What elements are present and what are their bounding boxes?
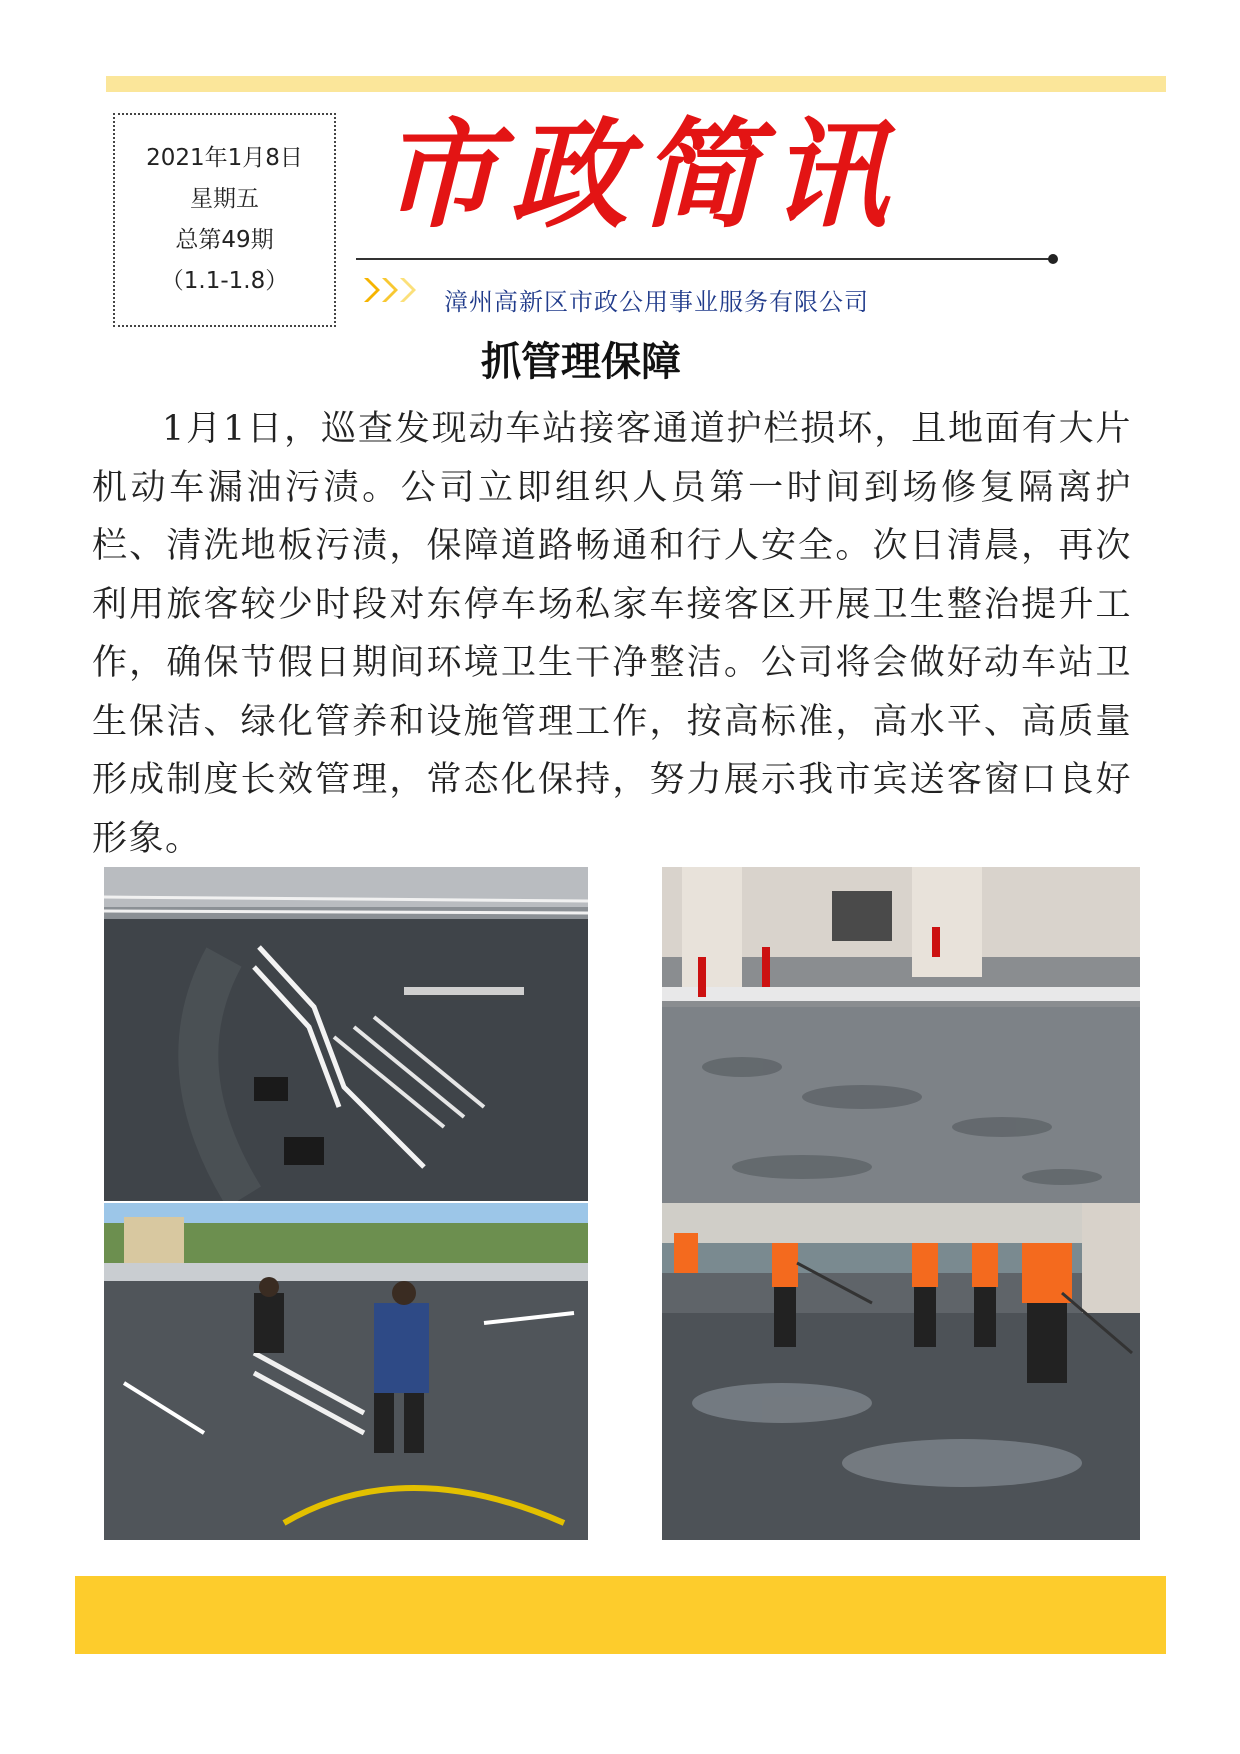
header-divider (356, 258, 1052, 260)
article-title: 抓管理保障 (481, 338, 681, 385)
top-decorative-bar (106, 76, 1166, 92)
bottom-decorative-bar (75, 1576, 1166, 1654)
issue-number: 总第49期 (175, 227, 274, 253)
issue-info-box (113, 113, 336, 327)
photo-damaged-barrier (104, 867, 588, 1201)
photo-workers-repairing (104, 1203, 588, 1540)
organization-name: 漳州高新区市政公用事业服务有限公司 (444, 288, 869, 316)
issue-weekday: 星期五 (190, 186, 259, 212)
newsletter-title: 市政简讯 (380, 105, 901, 244)
article-body: 1月1日，巡查发现动车站接客通道护栏损坏，且地面有大片机动车漏油污渍。公司立即组织人员第一时间到场修复隔离护栏、清洗地板污渍，保障道路畅通和行人安全。次日清晨，再次利用旅客较少时段对东停车场私家车接客区开展卫生整治提升工作，确保节假日期间环境卫生干净整洁。公司将会做好动车站卫生保洁、绿化管养和设施管理工作，按高标准，高水平、高质量形成制度长效管理，常态化保持，努力展示我市宾送客窗口良好形象。 (92, 409, 1132, 859)
photo-workers-cleaning (662, 1203, 1140, 1540)
header-divider-dot (1048, 254, 1058, 264)
photo-station-floor (662, 867, 1140, 1203)
issue-date: 2021年1月8日 (146, 145, 303, 171)
arrow-chevrons-icon (362, 275, 420, 305)
issue-range: （1.1-1.8） (160, 268, 289, 294)
